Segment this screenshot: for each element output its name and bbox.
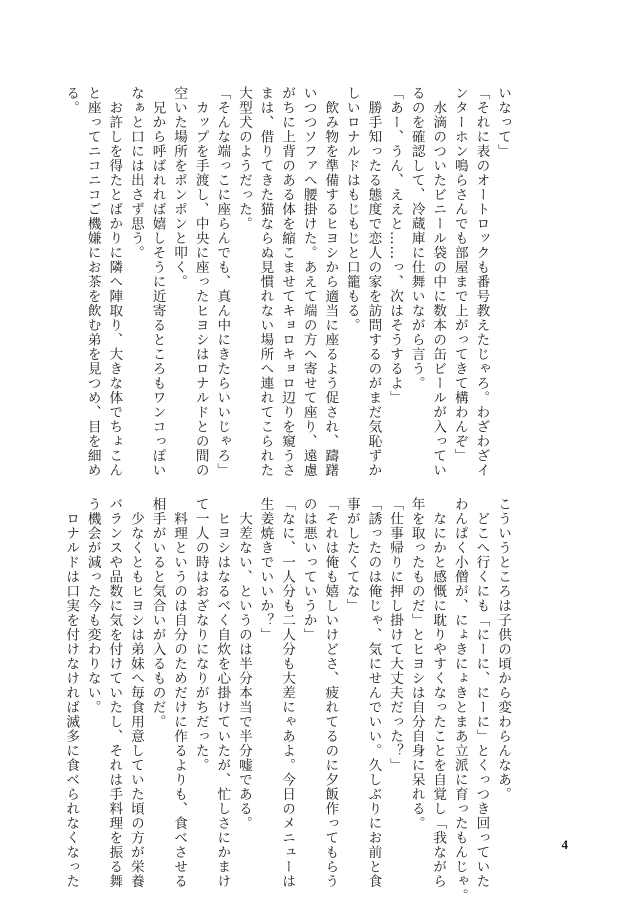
text-line: いつつソファへ腰掛けた。あえて端の方へ寄せて座り、遠慮 [300,86,317,478]
text-line: ンターホン鳴らさんでも部屋まで上がってきて構わんぞ」 [451,86,468,463]
text-line: がちに上背のある体を縮こませてキョロキョロ辺りを窺うさ [279,86,296,478]
text-line: 勝手知ったる態度で恋人の家を訪問するのがまだ気恥ずか [365,86,382,478]
text-line: 大差ない、というのは半分本当で半分嘘である。 [235,497,252,831]
page-number: 4 [561,837,568,852]
text-line: カップを手渡し、中央に座ったヒヨシはロナルドとの間の [192,86,209,478]
text-line: 「あー、うん、ええと……っ、次はそうするよ」 [387,86,404,405]
text-line: 事がしたくてな」 [343,497,360,613]
text-line: う機会が減った今も変わりない。 [84,497,101,715]
text-line: 料理というのは自分のためだけに作るよりも、食べさせる [171,497,188,889]
text-line: わんぱく小僧が、にょきにょきとまあ立派に育ったもんじゃ。 [451,497,468,903]
text-line: 相手がいると気合いが入るものだ。 [149,497,166,729]
upper-text-block [60,86,513,486]
text-line: 「なに、一人分も二人分も大差にゃあよ。今日のメニューは [279,497,296,889]
text-line: 少なくともヒヨシは弟妹へ毎食用意していた頃の方が栄養 [127,497,144,889]
text-line: 大型犬のようだった。 [235,86,252,231]
text-line: バランスや品数に気を付けていたし、それは手料理を振る舞 [106,497,123,889]
text-line: こういうところは子供の頃から変わらんなあ。 [495,497,511,802]
text-line: のは悪いっていうか」 [300,497,317,642]
text-line: 「そんな端っこに座らんでも、真ん中にきたらいいじゃろ」 [214,86,231,478]
text-line: 生姜焼きでいいか？」 [257,497,274,642]
text-line: る。 [63,86,80,115]
text-line: どこへ行くにも「にーに、にーに」とくっつき回っていた [473,497,490,889]
text-line: 「それに表のオートロックも番号教えたじゃろ。わざわざイ [473,86,490,478]
text-line: と座ってニコニコご機嫌にお茶を飲む弟を見つめ、目を細め [84,86,101,478]
text-line: なにかと感慨に耽りやすくなったことを自覚し「我ながら [430,497,447,889]
text-line: まは、借りてきた猫ならぬ見慣れない場所へ連れてこられた [257,86,274,478]
text-line: いなって」 [495,86,511,159]
text-line: 兄から呼ばれれば嬉しそうに近寄るところもワンコっぽい [149,86,166,478]
lower-text-block [60,497,513,903]
text-line: 「それは俺も嬉しいけどさ、疲れてるのに夕飯作ってもらう [322,497,339,889]
text-line: 年を取ったものだ」とヒヨシは自分自身に呆れる。 [408,497,425,831]
text-line: 飲み物を準備するヒヨシから適当に座るよう促され、躊躇 [322,86,339,478]
text-line: て一人の時はおざなりになりがちだった。 [192,497,209,773]
text-line: お許しを得たとばかりに隣へ陣取り、大きな体でちょこん [106,86,123,478]
text-line: しいロナルドはもじもじと口籠もる。 [343,86,360,333]
text-line: なぁと口には出さず思う。 [127,86,144,260]
text-line: ロナルドは口実を付けなければ滅多に食べられなくなった [63,497,80,889]
text-line: 空いた場所をポンポンと叩く。 [171,86,188,289]
text-line: 「誘ったのは俺じゃ、気にせんでいい。久しぶりにお前と食 [365,497,382,889]
text-line: 水滴のついたビニール袋の中に数本の缶ビールが入ってい [430,86,447,478]
text-line: 「仕事帰りに押し掛けて大丈夫だった？」 [387,497,404,773]
text-line: ヒヨシはなるべく自炊を心掛けていたが、忙しさにかまけ [214,497,231,889]
text-line: るのを確認して、冷蔵庫に仕舞いながら言う。 [408,86,425,391]
